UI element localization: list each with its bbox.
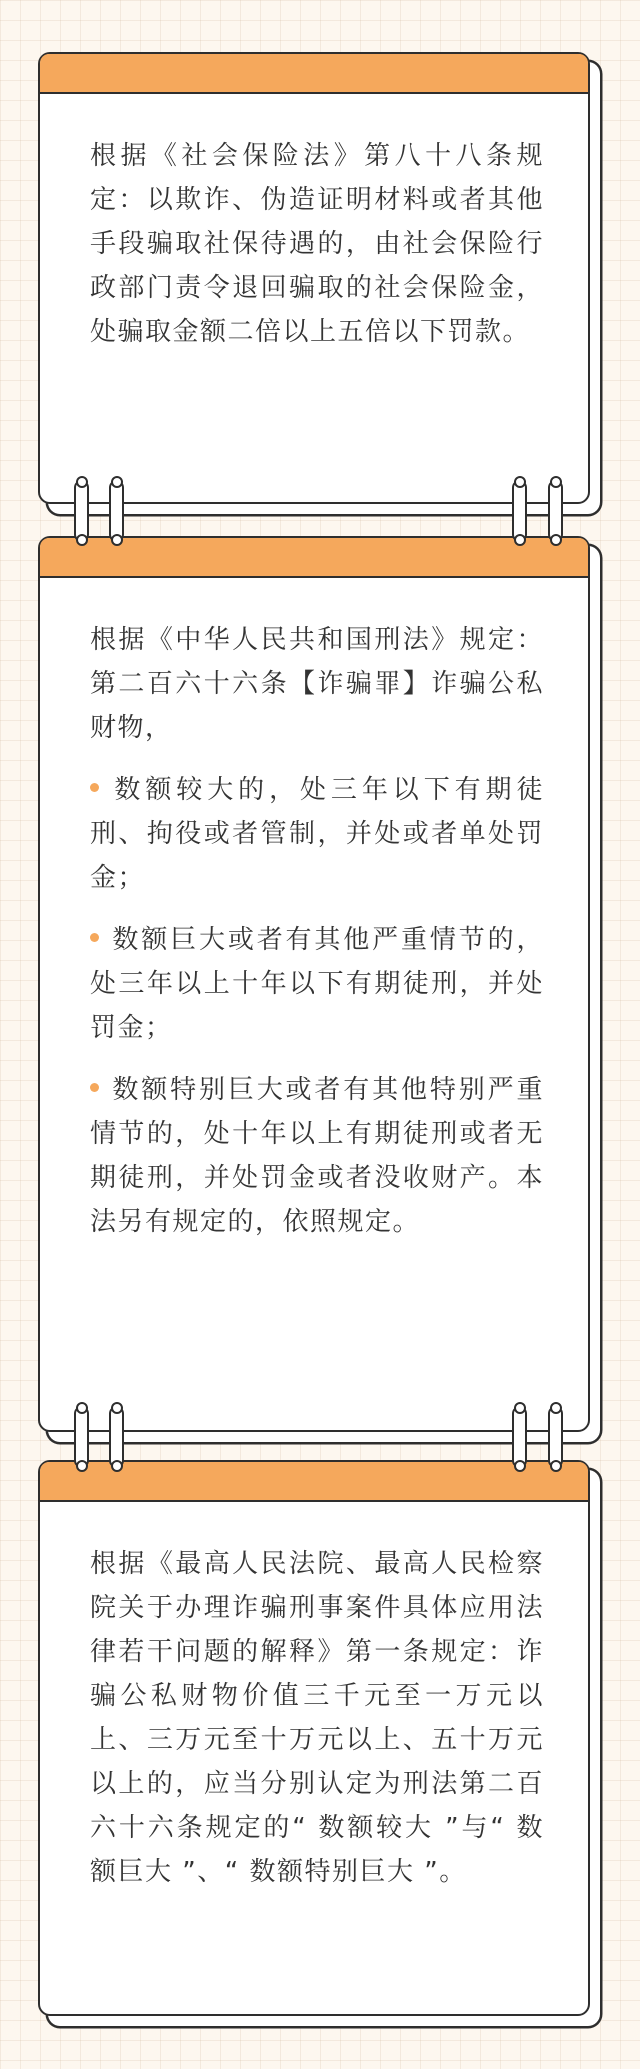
card-body: [40, 94, 588, 354]
binder-ring-icon: [109, 1406, 124, 1468]
bullet-text: 数额特别巨大或者有其他特别严重情节的，处十年以上有期徒刑或者无期徒刑，并处罚金或者没收财产。本法另有规定的，依照规定。: [90, 1075, 544, 1237]
card-paragraph: 根据《最高人民法院、最高人民检察院关于办理诈骗刑事案件具体应用法律若干问题的解释》第一条规定：诈骗公私财物价值三千元至一万元以上、三万元至十万元以上、五十万元以上的，应当分别认定为刑法第二百六十六条规定的“ 数额较大 ”与“ 数额巨大 ”、“ 数额特别巨大 ”。: [90, 1549, 544, 1887]
card-paragraph: 根据《社会保险法》第八十八条规定：以欺诈、伪造证明材料或者其他手段骗取社保待遇的，由社会保险行政部门责令退回骗取的社会保险金，处骗取金额二倍以上五倍以下罚款。: [90, 141, 544, 347]
binder-ring-icon: [548, 1406, 563, 1468]
card-body: [40, 578, 588, 1244]
card-social-insurance-law: [38, 52, 590, 504]
binder-ring-icon: [109, 480, 124, 542]
bullet-text: 数额较大的，处三年以下有期徒刑、拘役或者管制，并处或者单处罚金；: [90, 775, 544, 893]
binder-ring-icon: [74, 1406, 89, 1468]
bullet-item: [90, 918, 544, 1050]
bullet-dot-icon: [90, 1083, 99, 1092]
card-intro: 根据《中华人民共和国刑法》规定：第二百六十六条【诈骗罪】诈骗公私财物，: [90, 625, 544, 743]
bullet-item: [90, 1068, 544, 1244]
binder-ring-icon: [512, 480, 527, 542]
binder-ring-icon: [74, 480, 89, 542]
binder-ring-icon: [548, 480, 563, 542]
card-body: [40, 1502, 588, 1894]
bullet-dot-icon: [90, 783, 99, 792]
bullet-dot-icon: [90, 933, 99, 942]
card-criminal-law: [38, 536, 590, 1432]
binder-ring-icon: [512, 1406, 527, 1468]
card-header-bar: [40, 54, 588, 94]
card-header-bar: [40, 538, 588, 578]
card-judicial-interpretation: [38, 1460, 590, 2016]
bullet-item: [90, 768, 544, 900]
bullet-text: 数额巨大或者有其他严重情节的，处三年以上十年以下有期徒刑，并处罚金；: [90, 925, 544, 1043]
